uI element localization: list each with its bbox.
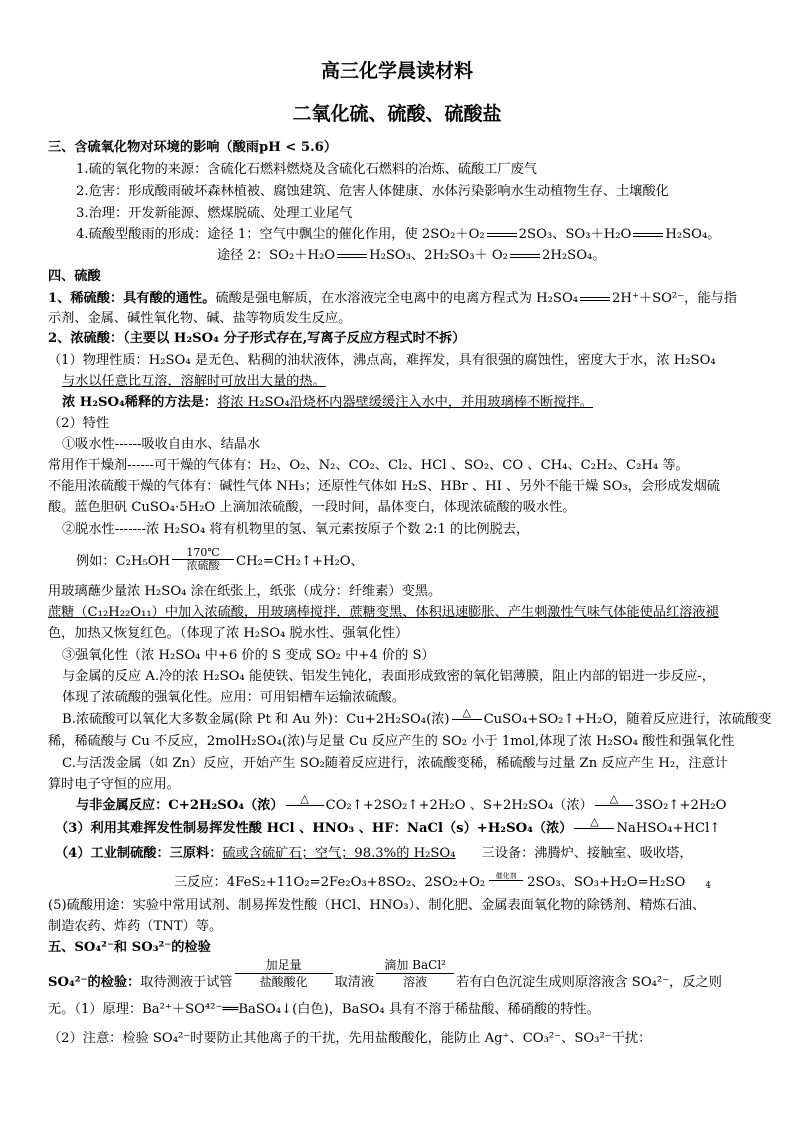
sec4-p18: 体现了浓硫酸的强氧化性。应用：可用铝槽车运输浓硫酸。 (62, 690, 405, 705)
dilution-method: 将浓 H₂SO₄沿烧杯内器壁缓缓注入水中，并用玻璃棒不断搅拌。 (217, 395, 593, 410)
sec4-p8: 常用作干燥剂------可干燥的气体有：H₂、O₂、N₂、CO₂、Cl₂、HCl 、SO₂、CO 、CH₄、C₂H₂、C₂H₄ 等。 (48, 458, 689, 473)
ethylene-text: CH₂=CH₂↑+H₂O、 (236, 554, 364, 569)
sec3-line-1: 1.硫的氧化物的来源：含硫化石燃料燃烧及含硫化石燃料的冶炼、硫酸工厂废气 (76, 162, 537, 177)
test-step-2: 取清液 (334, 975, 375, 990)
arrow-condition-bottom: 浓硫酸 (186, 559, 220, 572)
sec4-p2: 2、浓硫酸：（主要以 H₂SO₄ 分子形式存在,写离子反应方程式时不拆） (48, 331, 466, 346)
equals-sign (510, 254, 540, 258)
dilute-acid-text-2: 2H⁺＋SO²⁻，能与指 (612, 291, 737, 306)
sec4-p22: 算时电子守恒的应用。 (48, 777, 180, 792)
heat-symbol: △ (462, 706, 471, 719)
sec4-p20: 稀，稀硫酸与 Cu 不反应，2molH₂SO₄(浓)与足量 Cu 反应产生的 SO₂ 小于 1mol,体现了浓 H₂SO₄ 酸性和强氧化性 (48, 734, 735, 749)
reaction-arrow (172, 547, 234, 572)
nonmetal-reaction-c: 3SO₂↑+2H₂O (634, 798, 727, 813)
sec4-p16: ③强氧化性（浓 H₂SO₄ 中+6 价的 S 变成 SO₂ 中+4 价的 S） (62, 648, 435, 663)
sec4-p13: 用玻璃蘸少量浓 H₂SO₄ 涂在纸张上，纸张（成分：纤维素）变黑。 (48, 584, 442, 599)
equals-sign (633, 233, 663, 237)
sec5-line-2: 无。（1）原理：Ba²⁺＋SO⁴²⁻══BaSO₄↓(白色)，BaSO₄ 具有不溶于稀盐酸、稀硝酸的特性。 (48, 1002, 600, 1017)
document-subtitle: 二氧化硫、硫酸、硫酸盐 (292, 103, 502, 125)
heat-arrow (574, 816, 614, 829)
sec5-line-1 (48, 957, 722, 990)
uses-text: (5)硫酸用途：实验中常用试剂、制易挥发性酸（HCl、HNO₃）、制化肥、金属表面氧化物的除锈剂、精炼石油、 (48, 898, 706, 913)
three-reactions-b: 2SO₃、SO₃+H₂O=H₂SO (527, 875, 686, 890)
dilute-acid-label: 1、稀硫酸：具有酸的通性。 (48, 291, 216, 306)
dilution-label: 浓 H₂SO₄稀释的方法是： (62, 395, 218, 410)
test-step-3: 若有白色沉淀生成则原溶液含 SO₄²⁻，反之则 (456, 975, 722, 990)
catalyst-arrow (489, 872, 523, 881)
equals-sign (580, 297, 610, 301)
sec4-p3: （1）物理性质：H₂SO₄ 是无色、粘稠的油状液体，沸点高，难挥发，具有很强的腐蚀性，密度大于水，浓 H₂SO₄ (48, 353, 716, 368)
industrial-label: （4）工业制硫酸：三原料： (55, 846, 223, 861)
sec4-p23 (76, 792, 727, 815)
heat-arrow (286, 793, 324, 806)
sec4-p19 (62, 706, 772, 729)
sulfate-test-label: SO₄²⁻的检验： (48, 975, 141, 990)
heat-symbol: △ (300, 792, 309, 805)
subscript-4: 4 (705, 881, 712, 891)
sec4-p1 (48, 290, 737, 308)
sec4-p12 (76, 546, 364, 574)
sec4-p24 (55, 815, 721, 838)
step-arrow-1 (235, 957, 333, 990)
nonmetal-reaction-b: CO₂↑+2SO₂↑+2H₂O 、S+2H₂SO₄（浓） (325, 798, 593, 813)
sec4-p10: 酸。蓝色胆矾 CuSO₄·5H₂O 上滴加浓硫酸，一段时间，晶体变白，体现浓硫酸的吸水性。 (48, 500, 576, 515)
sec3-line-4 (76, 226, 720, 244)
sec3-line-5 (217, 247, 605, 265)
step-arrow-1-bottom: 盐酸酸化 (259, 975, 308, 989)
dilute-acid-text: 硫酸是强电解质，在水溶液完全电离中的电离方程式为 H₂SO₄ (215, 291, 579, 306)
sec3-line-3: 3.治理：开发新能源、燃煤脱硫、处理工业尾气 (76, 206, 353, 221)
reversible-arrow (487, 233, 517, 237)
step-arrow-1-top: 加足量 (265, 958, 302, 972)
sec4-p9: 不能用浓硫酸干燥的气体有：碱性气体 NH₃；还原性气体如 H₂S、HBr 、HI 、另外不能干燥 SO₃，会形成发烟硫 (48, 479, 720, 494)
sec4-p21: C.与活泼金属（如 Zn）反应，开始产生 SO₂随着反应进行，浓硫酸变稀，稀硫酸与过量 Zn 反应产生 H₂，注意计 (62, 756, 728, 771)
sec4-p27 (48, 897, 705, 915)
copper-reaction-b: CuSO₄+SO₂↑+H₂O，随着反应进行，浓硫酸变 (483, 712, 772, 727)
heat-arrow (595, 793, 633, 806)
sec3-l4-part-b: 2SO₃、SO₃＋H₂O (518, 227, 632, 242)
sec3-line-2: 2.危害：形成酸雨破坏森林植被、腐蚀建筑、危害人体健康、水体污染影响水生动植物生存、土壤酸化 (76, 184, 669, 199)
section-3-heading: 三、含硫氧化物对环境的影响（酸雨pH < 5.6） (48, 140, 338, 155)
volatile-acid-product: NaHSO₄+HCl↑ (616, 821, 721, 836)
sec4-p5 (62, 394, 593, 412)
step-arrow-2-bottom: 溶液 (403, 975, 428, 989)
sec5-line-3: （2）注意：检验 SO₄²⁻时要防止其他离子的干扰，先用盐酸酸化，能防止 Ag⁺、CO₃²⁻、SO₃²⁻干扰： (48, 1031, 652, 1046)
sec4-p7: ①吸水性------吸收自由水、结晶水 (62, 437, 261, 452)
arrow-condition-top: 170℃ (186, 546, 220, 559)
sec4-p11: ②脱水性-------浓 H₂SO₄ 将有机物里的氢、氧元素按原子个数 2:1 的比例脱去， (62, 522, 530, 537)
sec4-p17: 与金属的反应 A.冷的浓 H₂SO₄ 能使铁、铝发生钝化，表面形成致密的氧化铝薄膜，阻止内部的铝进一步反应-， (62, 669, 715, 684)
test-step-1: 取待测液于试管 (140, 975, 233, 990)
step-arrow-2 (376, 957, 454, 990)
sec4-p15: 色，加热又恢复红色。（体现了浓 H₂SO₄ 脱水性、强氧化性） (48, 626, 409, 641)
sec3-l5-part-a: 途径 2：SO₂＋H₂O (217, 248, 336, 263)
equals-sign (337, 254, 367, 258)
sec4-p1d: 示剂、金属、碱性氧化物、碱、盐等物质发生反应。 (48, 311, 352, 326)
catalyst-label: 催化剂 (495, 872, 517, 880)
step-arrow-2-top: 滴加 BaCl² (384, 958, 446, 972)
raw-materials: 硫或含硫矿石；空气；98.3%的 H₂SO₄ (222, 846, 456, 861)
section-5-heading: 五、SO₄²⁻和 SO₃²⁻的检验 (48, 940, 211, 955)
ethanol-text: 例如：C₂H₅OH (76, 554, 171, 569)
sec4-p28: 制造农药、炸药（TNT）等。 (48, 919, 223, 934)
sec4-p25 (55, 845, 693, 863)
three-reactions-a: 三反应：4FeS₂+11O₂=2Fe₂O₃+8SO₂、2SO₂+O₂ (174, 875, 486, 890)
sec4-p14: 蔗糖（C₁₂H₂₂O₁₁）中加入浓硫酸，用玻璃棒搅拌，蔗糖变黑、体积迅速膨胀、产生刺激性气味气体能使品红溶液褪 (48, 605, 719, 620)
document-title: 高三化学晨读材料 (320, 60, 473, 82)
sec4-p4: 与水以任意比互溶，溶解时可放出大量的热。 (62, 374, 326, 389)
copper-reaction-a: B.浓硫酸可以氧化大多数金属(除 Pt 和 Au 外)：Cu+2H₂SO₄(浓) (62, 712, 450, 727)
heat-symbol: △ (609, 792, 619, 805)
sec3-l4-part-c: H₂SO₄。 (665, 227, 721, 242)
sec4-p26 (174, 874, 711, 895)
heat-arrow (452, 707, 482, 720)
sec4-p6: （2）特性 (48, 416, 110, 431)
sec3-l4-part-a: 4.硫酸型酸雨的形成：途径 1：空气中飘尘的催化作用，使 2SO₂＋O₂ (76, 227, 485, 242)
nonmetal-reaction-a: 与非金属反应：C+2H₂SO₄（浓） (76, 798, 284, 813)
sec3-l5-part-b: H₂SO₃、2H₂SO₃＋ O₂ (369, 248, 508, 263)
equipment: 三设备：沸腾炉、接触室、吸收塔， (481, 846, 693, 861)
volatile-acid-text: （3）利用其难挥发性制易挥发性酸 HCl 、HNO₃ 、HF：NaCl（s）+H₂SO₄（浓） (55, 821, 573, 836)
heat-symbol: △ (590, 815, 599, 828)
sec3-l5-part-c: 2H₂SO₄。 (541, 248, 606, 263)
section-4-heading: 四、硫酸 (48, 269, 101, 284)
